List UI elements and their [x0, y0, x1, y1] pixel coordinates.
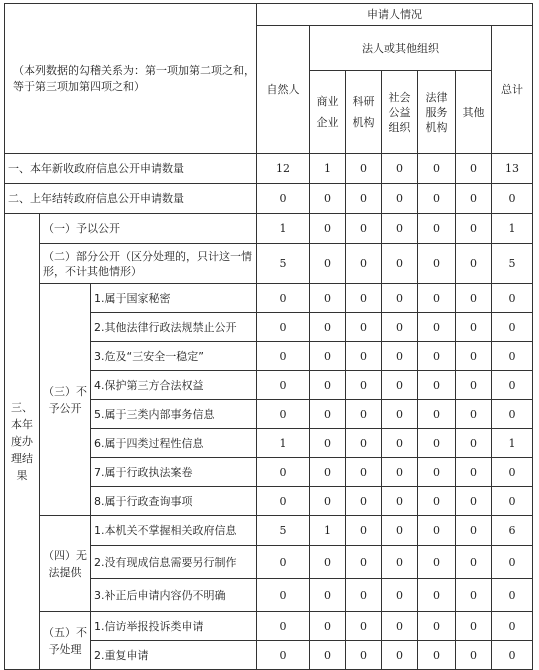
cell-value: 5 — [257, 516, 310, 546]
cell-value: 0 — [382, 244, 418, 284]
cell-value: 0 — [346, 400, 382, 429]
cell-value: 0 — [346, 371, 382, 400]
cell-value: 0 — [310, 429, 346, 458]
row-label: 2.没有现成信息需要另行制作 — [91, 546, 257, 579]
cell-value: 0 — [310, 284, 346, 313]
cell-value: 0 — [492, 546, 533, 579]
cell-value: 0 — [346, 214, 382, 244]
cell-value: 0 — [456, 400, 492, 429]
row-label: 7.属于行政执法案卷 — [91, 458, 257, 487]
commercial-enterprise-header: 商业 企业 — [310, 71, 346, 154]
cell-value: 0 — [382, 184, 418, 214]
cell-value: 0 — [257, 313, 310, 342]
cell-value: 0 — [492, 458, 533, 487]
cell-value: 0 — [346, 579, 382, 612]
cell-value: 0 — [310, 313, 346, 342]
cell-value: 0 — [346, 184, 382, 214]
cell-value: 0 — [346, 342, 382, 371]
not-disclosed-group-label: （三）不予公开 — [40, 284, 91, 516]
table-row — [5, 154, 533, 184]
table-row — [5, 184, 533, 214]
cell-value: 0 — [346, 429, 382, 458]
cell-value: 0 — [257, 641, 310, 670]
cell-value: 0 — [418, 214, 456, 244]
cell-value: 0 — [346, 516, 382, 546]
cell-value: 12 — [257, 154, 310, 184]
cell-value: 0 — [418, 579, 456, 612]
cell-value: 0 — [257, 371, 310, 400]
cell-value: 0 — [310, 342, 346, 371]
natural-person-header: 自然人 — [257, 26, 310, 154]
cell-value: 0 — [382, 516, 418, 546]
cell-value: 0 — [257, 579, 310, 612]
cell-value: 0 — [418, 487, 456, 516]
unable-group-label: （四）无法提供 — [40, 516, 91, 612]
row-label: （二）部分公开（区分处理的，只计这一情形，不计其他情形） — [40, 244, 257, 284]
table-row — [5, 516, 533, 546]
cell-value: 0 — [382, 154, 418, 184]
cell-value: 0 — [492, 641, 533, 670]
cell-value: 0 — [346, 313, 382, 342]
social-welfare-org-header: 社会 公益 组织 — [382, 71, 418, 154]
row-label: 1.本机关不掌握相关政府信息 — [91, 516, 257, 546]
cell-value: 0 — [456, 214, 492, 244]
row-label: 1.信访举报投诉类申请 — [91, 612, 257, 641]
applicant-info-header: 申请人情况 — [257, 4, 533, 26]
cell-value: 0 — [257, 400, 310, 429]
cell-value: 0 — [310, 244, 346, 284]
cell-value: 0 — [418, 371, 456, 400]
cell-value: 0 — [310, 184, 346, 214]
cell-value: 0 — [456, 371, 492, 400]
cell-value: 0 — [418, 400, 456, 429]
table-row — [5, 284, 533, 313]
cell-value: 0 — [492, 284, 533, 313]
cell-value: 1 — [310, 516, 346, 546]
cell-value: 13 — [492, 154, 533, 184]
cell-value: 0 — [346, 641, 382, 670]
cell-value: 0 — [456, 546, 492, 579]
cell-value: 0 — [456, 458, 492, 487]
cell-value: 0 — [382, 641, 418, 670]
relation-note: （本列数据的勾稽关系为：第一项加第二项之和，等于第三项加第四项之和） — [5, 4, 257, 154]
cell-value: 0 — [310, 458, 346, 487]
cell-value: 0 — [257, 458, 310, 487]
cell-value: 0 — [310, 579, 346, 612]
cell-value: 0 — [456, 244, 492, 284]
cell-value: 0 — [257, 184, 310, 214]
cell-value: 0 — [310, 400, 346, 429]
cell-value: 0 — [456, 516, 492, 546]
cell-value: 0 — [382, 487, 418, 516]
cell-value: 0 — [257, 546, 310, 579]
cell-value: 0 — [418, 184, 456, 214]
cell-value: 0 — [382, 429, 418, 458]
section-three-label: 三、本年度办理结果 — [5, 214, 40, 670]
cell-value: 0 — [492, 612, 533, 641]
cell-value: 0 — [346, 487, 382, 516]
cell-value: 0 — [492, 400, 533, 429]
table-row — [5, 612, 533, 641]
cell-value: 0 — [492, 371, 533, 400]
cell-value: 1 — [492, 429, 533, 458]
cell-value: 0 — [418, 244, 456, 284]
cell-value: 0 — [418, 612, 456, 641]
cell-value: 0 — [382, 579, 418, 612]
not-processed-group-label: （五）不予处理 — [40, 612, 91, 670]
cell-value: 0 — [346, 612, 382, 641]
cell-value: 0 — [382, 313, 418, 342]
cell-value: 0 — [257, 342, 310, 371]
other-org-header: 其他 — [456, 71, 492, 154]
cell-value: 0 — [310, 214, 346, 244]
cell-value: 0 — [492, 579, 533, 612]
cell-value: 0 — [310, 371, 346, 400]
cell-value: 0 — [456, 313, 492, 342]
cell-value: 0 — [456, 342, 492, 371]
cell-value: 0 — [418, 342, 456, 371]
cell-value: 0 — [492, 184, 533, 214]
cell-value: 0 — [492, 342, 533, 371]
research-institution-header: 科研 机构 — [346, 71, 382, 154]
row-label: 3.补正后申请内容仍不明确 — [91, 579, 257, 612]
cell-value: 0 — [456, 487, 492, 516]
row-label: 4.保护第三方合法权益 — [91, 371, 257, 400]
cell-value: 0 — [382, 458, 418, 487]
cell-value: 0 — [456, 641, 492, 670]
cell-value: 0 — [310, 487, 346, 516]
cell-value: 5 — [492, 244, 533, 284]
cell-value: 0 — [382, 400, 418, 429]
cell-value: 0 — [418, 154, 456, 184]
cell-value: 1 — [257, 429, 310, 458]
row-label: （一）予以公开 — [40, 214, 257, 244]
table-row — [5, 214, 533, 244]
cell-value: 0 — [346, 284, 382, 313]
cell-value: 0 — [418, 313, 456, 342]
row-label: 3.危及“三安全一稳定” — [91, 342, 257, 371]
cell-value: 0 — [418, 546, 456, 579]
legal-service-org-header: 法律 服务 机构 — [418, 71, 456, 154]
cell-value: 0 — [418, 458, 456, 487]
cell-value: 0 — [310, 612, 346, 641]
cell-value: 0 — [382, 214, 418, 244]
cell-value: 0 — [346, 154, 382, 184]
cell-value: 0 — [346, 244, 382, 284]
cell-value: 1 — [310, 154, 346, 184]
cell-value: 0 — [492, 487, 533, 516]
row-label: 2.其他法律行政法规禁止公开 — [91, 313, 257, 342]
cell-value: 0 — [456, 612, 492, 641]
cell-value: 0 — [418, 641, 456, 670]
cell-value: 0 — [418, 516, 456, 546]
cell-value: 0 — [310, 546, 346, 579]
cell-value: 0 — [382, 612, 418, 641]
cell-value: 1 — [492, 214, 533, 244]
cell-value: 0 — [257, 487, 310, 516]
row-label: 二、上年结转政府信息公开申请数量 — [5, 184, 257, 214]
cell-value: 0 — [310, 641, 346, 670]
cell-value: 0 — [456, 184, 492, 214]
cell-value: 1 — [257, 214, 310, 244]
row-label: 2.重复申请 — [91, 641, 257, 670]
cell-value: 0 — [382, 371, 418, 400]
row-label: 8.属于行政查询事项 — [91, 487, 257, 516]
cell-value: 0 — [382, 284, 418, 313]
cell-value: 0 — [382, 342, 418, 371]
row-label: 5.属于三类内部事务信息 — [91, 400, 257, 429]
cell-value: 5 — [257, 244, 310, 284]
cell-value: 0 — [456, 429, 492, 458]
row-label: 6.属于四类过程性信息 — [91, 429, 257, 458]
cell-value: 0 — [418, 429, 456, 458]
cell-value: 0 — [257, 612, 310, 641]
total-header: 总计 — [492, 26, 533, 154]
row-label: 一、本年新收政府信息公开申请数量 — [5, 154, 257, 184]
cell-value: 0 — [382, 546, 418, 579]
table-row — [5, 244, 533, 284]
cell-value: 0 — [456, 579, 492, 612]
cell-value: 0 — [257, 284, 310, 313]
cell-value: 0 — [418, 284, 456, 313]
cell-value: 6 — [492, 516, 533, 546]
cell-value: 0 — [456, 154, 492, 184]
cell-value: 0 — [346, 458, 382, 487]
cell-value: 0 — [346, 546, 382, 579]
disclosure-statistics-table — [4, 3, 533, 670]
cell-value: 0 — [456, 284, 492, 313]
legal-entity-group-header: 法人或其他组织 — [310, 26, 492, 71]
row-label: 1.属于国家秘密 — [91, 284, 257, 313]
cell-value: 0 — [492, 313, 533, 342]
